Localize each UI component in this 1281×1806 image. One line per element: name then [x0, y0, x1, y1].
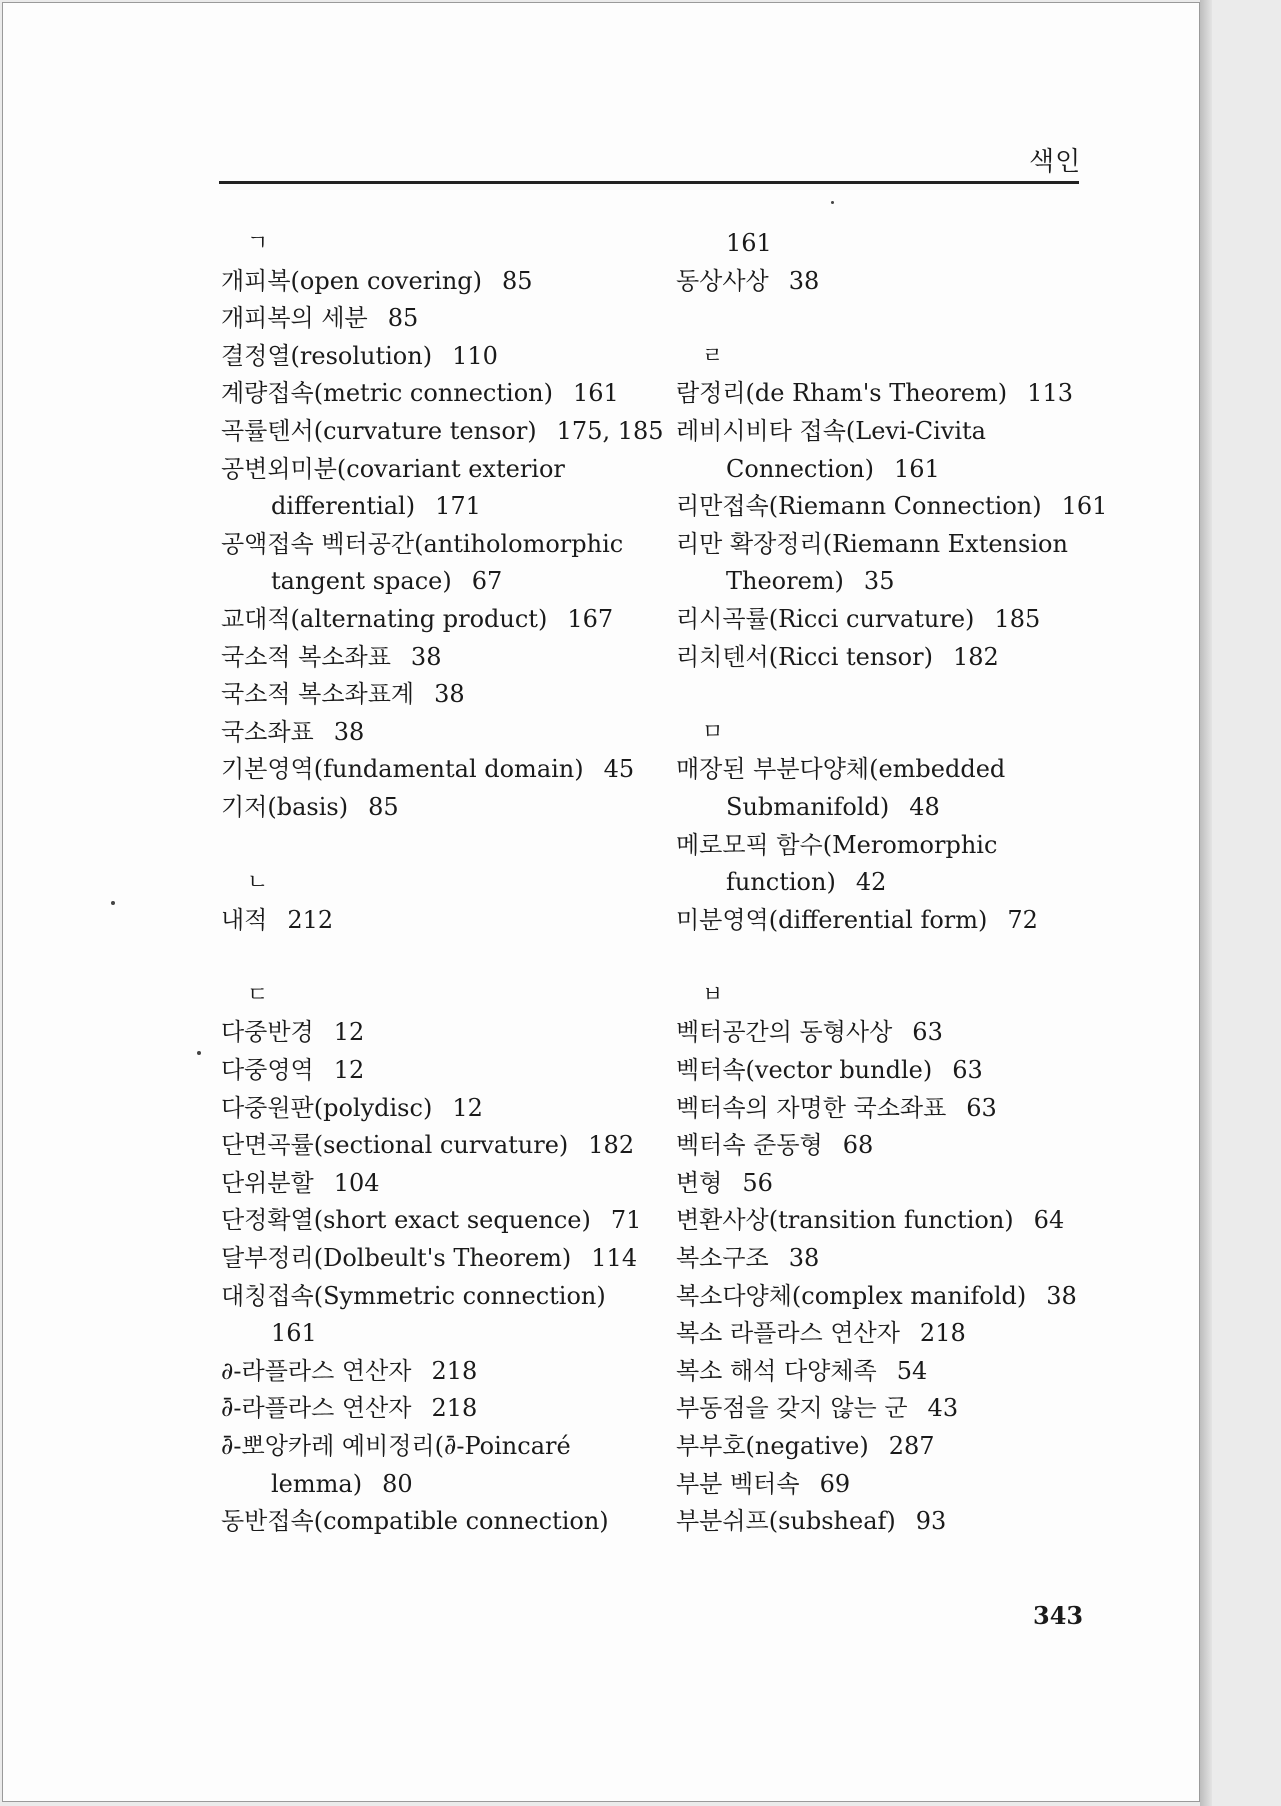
entry-page-number: 161	[1061, 492, 1108, 521]
entry-page-number: 38	[333, 717, 365, 746]
entry-term: 리시곡률(Ricci curvature)	[676, 604, 975, 633]
index-entry	[676, 1315, 1146, 1353]
index-entry	[221, 1202, 691, 1240]
entry-term: 내적	[221, 905, 268, 934]
entry-term: 리만 확장정리(Riemann Extension	[676, 529, 1068, 558]
entry-term: 기저(basis)	[221, 792, 349, 821]
entry-term: 단정확열(short exact sequence)	[221, 1206, 591, 1235]
index-entry	[676, 751, 1146, 789]
index-entry-continuation	[676, 563, 1146, 601]
section-heading: ㄹ	[702, 343, 724, 369]
entry-page-number: 85	[368, 792, 399, 821]
entry-page-number: 175, 185	[556, 416, 664, 445]
entry-term: 벡터속 준동형	[676, 1131, 823, 1160]
entry-page-number: 42	[855, 868, 887, 897]
index-entry	[676, 1240, 1146, 1278]
entry-term: 결정열(resolution)	[221, 341, 433, 370]
index-entry	[676, 1278, 1146, 1316]
entry-term: 개피복(open covering)	[221, 266, 483, 295]
entry-term: 국소적 복소좌표계	[221, 680, 415, 709]
scan-speck	[831, 201, 834, 204]
page-edge-shadow	[1200, 0, 1212, 1806]
index-entry-continuation	[676, 864, 1146, 902]
section-heading: ㅂ	[702, 982, 724, 1008]
entry-term: 변환사상(transition function)	[676, 1206, 1014, 1235]
blank-line	[676, 676, 1146, 714]
entry-term: Submanifold)	[726, 792, 890, 821]
index-entry	[221, 714, 691, 752]
entry-term: 리만접속(Riemann Connection)	[676, 492, 1042, 521]
index-entry	[221, 1014, 691, 1052]
index-entry	[221, 1278, 691, 1316]
index-entry	[676, 488, 1146, 526]
index-entry	[221, 789, 691, 827]
entry-page-number: 45	[603, 755, 635, 784]
entry-page-number: 113	[1027, 379, 1073, 408]
entry-term: 교대적(alternating product)	[221, 604, 548, 633]
entry-term: 계량접속(metric connection)	[221, 379, 553, 408]
entry-page-number: 56	[742, 1168, 773, 1197]
index-entry	[676, 263, 1146, 301]
entry-term: 벡터속(vector bundle)	[676, 1056, 933, 1085]
entry-page-number: 114	[591, 1244, 638, 1273]
entry-page-number: 69	[819, 1469, 851, 1498]
entry-page-number: 80	[382, 1469, 413, 1498]
entry-page-number: 85	[387, 304, 419, 333]
entry-term: 동상사상	[676, 266, 769, 295]
entry-page-number: 68	[842, 1131, 874, 1160]
index-entry	[221, 1240, 691, 1278]
index-entry-continuation	[676, 225, 1146, 263]
index-column-right	[676, 225, 1146, 1541]
index-entry-continuation	[221, 1466, 691, 1504]
section-heading: ㄴ	[247, 870, 269, 896]
index-entry	[221, 338, 691, 376]
entry-page-number: 161	[572, 379, 619, 408]
index-entry	[221, 451, 691, 489]
entry-page-number: 218	[431, 1394, 478, 1423]
entry-page-number: 43	[927, 1394, 959, 1423]
entry-term: Connection)	[726, 454, 874, 483]
header-title: 색인	[1029, 147, 1082, 177]
entry-term: 매장된 부분다양체(embedded	[676, 755, 1006, 784]
entry-term: 다중원판(polydisc)	[221, 1093, 433, 1122]
entry-page-number: 161	[726, 229, 772, 257]
index-entry	[676, 1503, 1146, 1541]
entry-page-number: 72	[1007, 905, 1038, 934]
index-entry	[676, 1202, 1146, 1240]
entry-page-number: 12	[452, 1093, 483, 1122]
entry-page-number: 104	[333, 1168, 380, 1197]
index-entry-continuation	[221, 1315, 691, 1353]
entry-term: 대칭접속(Symmetric connection)	[221, 1281, 606, 1310]
entry-page-number: 182	[952, 642, 999, 671]
entry-page-number: 161	[271, 1319, 317, 1348]
index-entry	[221, 375, 691, 413]
index-entry	[221, 1165, 691, 1203]
index-entry	[676, 1127, 1146, 1165]
index-column-left	[221, 225, 691, 1541]
blank-line	[221, 827, 691, 865]
blank-line	[221, 939, 691, 977]
entry-page-number: 212	[287, 905, 334, 934]
entry-term: 미분영역(differential form)	[676, 905, 988, 934]
entry-term: lemma)	[271, 1469, 363, 1498]
index-entry	[221, 413, 691, 451]
entry-term: 벡터공간의 동형사상	[676, 1018, 893, 1047]
entry-page-number: 12	[333, 1056, 365, 1085]
entry-term: 단위분할	[221, 1168, 314, 1197]
entry-page-number: 71	[610, 1206, 642, 1235]
index-entry	[221, 902, 691, 940]
entry-term: ∂̄-라플라스 연산자	[221, 1394, 412, 1423]
entry-page-number: 287	[888, 1432, 935, 1460]
index-entry	[221, 1127, 691, 1165]
header-rule	[219, 181, 1079, 184]
index-entry	[221, 751, 691, 789]
index-entry	[221, 639, 691, 677]
book-page	[2, 2, 1200, 1802]
index-entry	[676, 601, 1146, 639]
entry-page-number: 63	[966, 1093, 997, 1122]
index-entry	[221, 1428, 691, 1466]
entry-term: 부분쉬프(subsheaf)	[676, 1507, 896, 1536]
entry-page-number: 161	[893, 454, 940, 483]
index-entry	[676, 1090, 1146, 1128]
entry-term: 부부호(negative)	[676, 1432, 869, 1460]
index-entry	[221, 1090, 691, 1128]
entry-page-number: 38	[788, 1244, 820, 1273]
entry-page-number: 182	[588, 1131, 635, 1160]
index-entry	[221, 1353, 691, 1391]
entry-page-number: 38	[1046, 1281, 1077, 1310]
entry-term: 레비시비타 접속(Levi-Civita	[676, 416, 986, 445]
index-entry	[676, 375, 1146, 413]
entry-term: 복소다양체(complex manifold)	[676, 1281, 1027, 1310]
index-entry	[676, 1466, 1146, 1504]
index-entry	[676, 639, 1146, 677]
index-entry	[676, 1390, 1146, 1428]
entry-term: 복소구조	[676, 1244, 769, 1273]
section-heading: ㅁ	[702, 719, 724, 745]
section-heading: ㄷ	[247, 982, 269, 1008]
entry-page-number: 171	[435, 492, 481, 521]
entry-term: 변형	[676, 1168, 723, 1197]
entry-term: 곡률텐서(curvature tensor)	[221, 416, 537, 445]
entry-term: 기본영역(fundamental domain)	[221, 755, 584, 784]
entry-term: 다중반경	[221, 1018, 314, 1047]
entry-page-number: 167	[567, 604, 614, 633]
entry-term: function)	[726, 868, 836, 897]
entry-page-number: 110	[452, 341, 498, 370]
index-entry	[676, 1428, 1146, 1466]
entry-term: 복소 라플라스 연산자	[676, 1319, 900, 1348]
page-number: 343	[1033, 1601, 1084, 1630]
entry-page-number: 218	[431, 1356, 478, 1385]
index-entry	[676, 1353, 1146, 1391]
blank-line	[676, 300, 1146, 338]
index-entry	[221, 601, 691, 639]
entry-term: 부동점을 갖지 않는 군	[676, 1394, 908, 1423]
scan-speck	[111, 901, 115, 905]
entry-page-number: 64	[1033, 1206, 1065, 1235]
entry-page-number: 93	[915, 1507, 947, 1536]
entry-page-number: 63	[952, 1056, 983, 1085]
index-entry	[221, 676, 691, 714]
entry-term: 부분 벡터속	[676, 1469, 800, 1498]
entry-page-number: 12	[333, 1018, 365, 1047]
index-entry	[676, 1165, 1146, 1203]
entry-term: 리치텐서(Ricci tensor)	[676, 642, 933, 671]
entry-term: 국소좌표	[221, 717, 314, 746]
index-entry	[221, 1390, 691, 1428]
entry-page-number: 38	[788, 266, 820, 295]
index-entry	[676, 902, 1146, 940]
index-entry	[221, 300, 691, 338]
entry-term: 공액접속 벡터공간(antiholomorphic	[221, 529, 624, 558]
entry-term: 개피복의 세분	[221, 304, 368, 333]
entry-term: 람정리(de Rham's Theorem)	[676, 379, 1008, 408]
entry-page-number: 63	[912, 1018, 943, 1047]
entry-term: differential)	[271, 492, 416, 521]
entry-page-number: 185	[994, 604, 1041, 633]
index-entry-continuation	[221, 563, 691, 601]
index-entry	[676, 1014, 1146, 1052]
index-entry	[676, 526, 1146, 564]
entry-page-number: 38	[410, 642, 442, 671]
index-entry	[221, 263, 691, 301]
index-entry-continuation	[676, 789, 1146, 827]
entry-page-number: 48	[909, 792, 940, 821]
entry-term: 동반접속(compatible connection)	[221, 1507, 609, 1536]
index-entry	[676, 413, 1146, 451]
entry-page-number: 54	[896, 1356, 928, 1385]
entry-term: 다중영역	[221, 1056, 314, 1085]
entry-term: ∂-라플라스 연산자	[221, 1356, 412, 1385]
index-entry	[676, 827, 1146, 865]
entry-term: 복소 해석 다양체족	[676, 1356, 877, 1385]
entry-term: 공변외미분(covariant exterior	[221, 454, 565, 483]
index-entry-continuation	[676, 451, 1146, 489]
entry-page-number: 218	[919, 1319, 966, 1348]
entry-term: 벡터속의 자명한 국소좌표	[676, 1093, 947, 1122]
entry-page-number: 67	[471, 567, 503, 596]
entry-term: ∂̄-뽀앙카레 예비정리(∂̄-Poincaré	[221, 1432, 571, 1460]
entry-term: 국소적 복소좌표	[221, 642, 391, 671]
index-entry	[221, 1052, 691, 1090]
entry-term: tangent space)	[271, 567, 452, 596]
index-entry	[676, 1052, 1146, 1090]
entry-term: 달부정리(Dolbeult's Theorem)	[221, 1244, 572, 1273]
scan-speck	[197, 1051, 201, 1055]
entry-page-number: 38	[434, 680, 465, 709]
entry-page-number: 85	[502, 266, 533, 295]
index-entry-continuation	[221, 488, 691, 526]
entry-term: Theorem)	[726, 567, 844, 596]
entry-term: 메로모픽 함수(Meromorphic	[676, 830, 998, 859]
index-entry	[221, 526, 691, 564]
blank-line	[676, 939, 1146, 977]
section-heading: ㄱ	[247, 231, 269, 256]
index-entry	[221, 1503, 691, 1541]
entry-term: 단면곡률(sectional curvature)	[221, 1131, 569, 1160]
entry-page-number: 35	[863, 567, 895, 596]
